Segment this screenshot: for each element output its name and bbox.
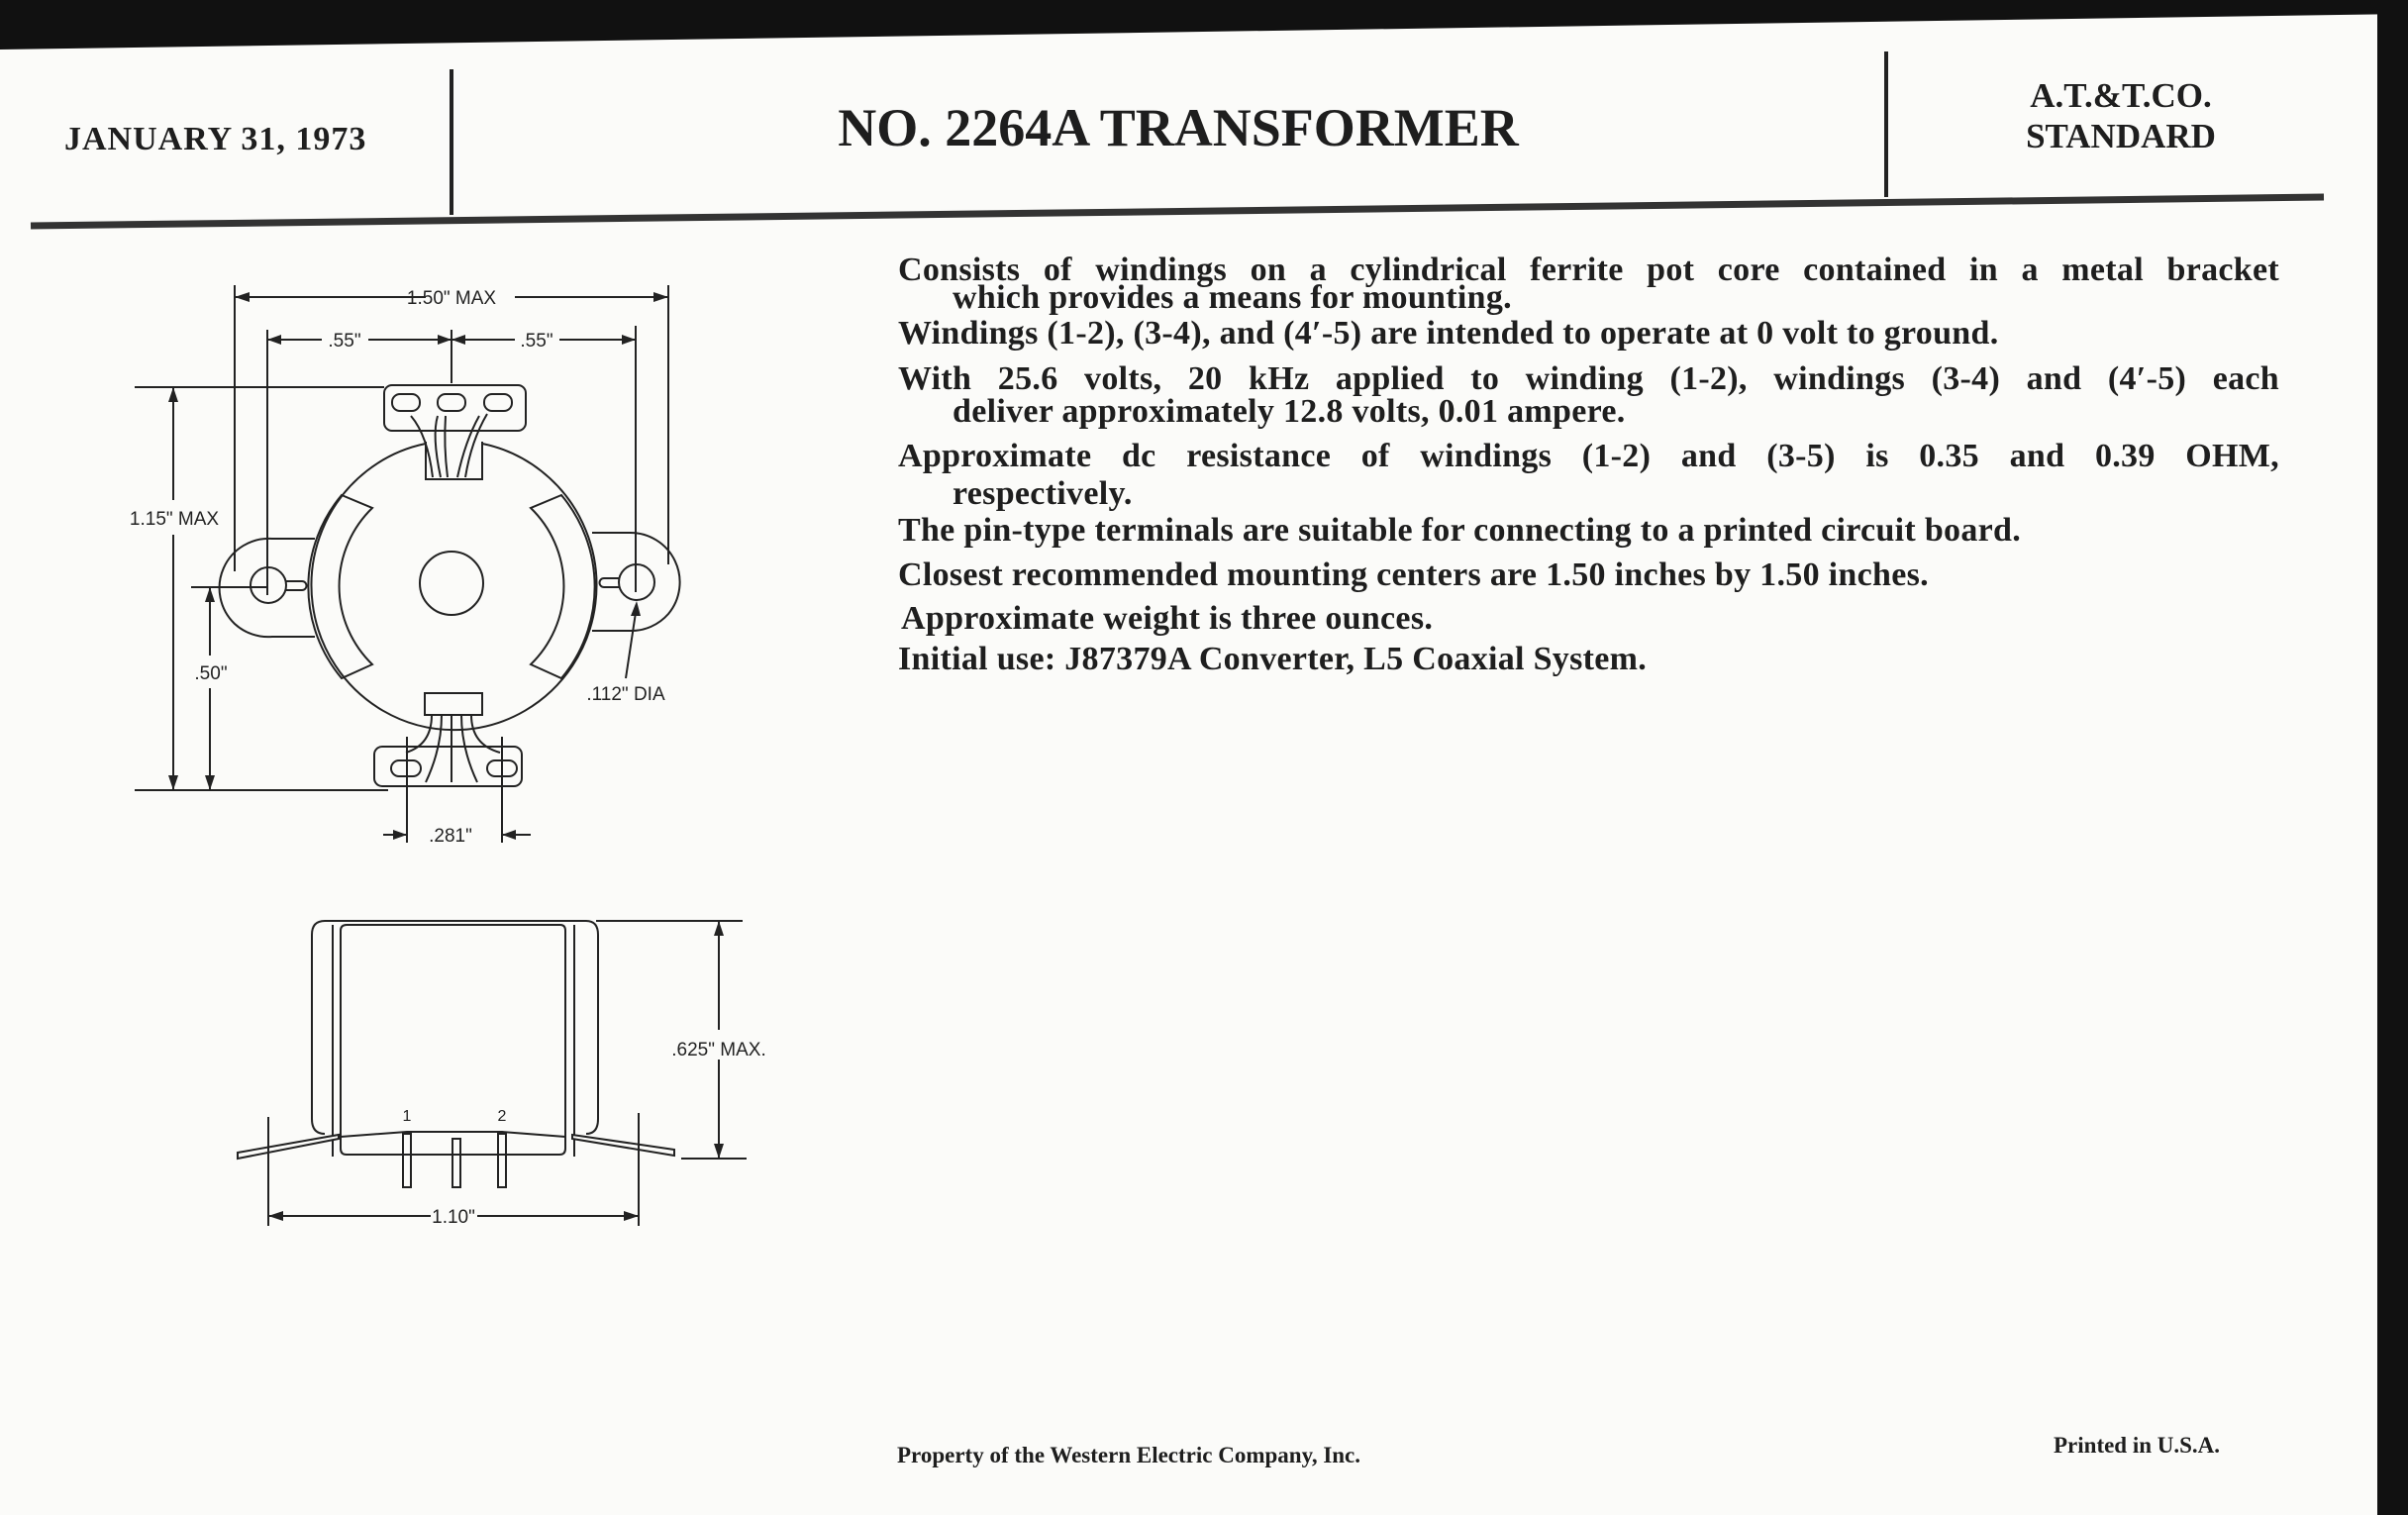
pin-2-label: 2 — [497, 1108, 507, 1125]
pin-1-label: 1 — [402, 1108, 412, 1125]
dim-pin-spacing: .281" — [429, 826, 472, 847]
scan-top-edge — [0, 0, 2408, 50]
dim-hole-height: .50" — [194, 663, 228, 684]
description-line: Approximate weight is three ounces. — [901, 600, 1434, 637]
scan-right-edge — [2377, 0, 2408, 1515]
footer-property: Property of the Western Electric Company, Inc. — [897, 1443, 1361, 1467]
description-line: Closest recommended mounting centers are 1.50 inches by 1.50 inches. — [898, 556, 1929, 593]
description-line: Approximate dc resistance of windings (1-2) and (3-5) is 0.35 and 0.39 OHM, — [898, 438, 2279, 474]
description-line: Initial use: J87379A Converter, L5 Coaxial System. — [898, 641, 1648, 677]
dim-overall-height: 1.15" MAX — [129, 509, 220, 530]
dim-side-width: 1.10" — [432, 1207, 475, 1228]
dim-side-height: .625" MAX. — [671, 1040, 766, 1060]
standard-label — [1990, 75, 2252, 156]
standard-label-line2: STANDARD — [2026, 117, 2216, 155]
footer-printed: Printed in U.S.A. — [2054, 1433, 2221, 1458]
description-line: which provides a means for mounting. — [953, 279, 1512, 316]
description-line: The pin-type terminals are suitable for connecting to a printed circuit board. — [898, 512, 2022, 549]
side-dimension-arrows — [268, 921, 724, 1221]
side-view — [238, 921, 747, 1226]
description-line: With 25.6 volts, 20 kHz applied to winding (1-2), windings (3-4) and (4′-5) each — [898, 360, 2279, 397]
description-line: Windings (1-2), (3-4), and (4′-5) are intended to operate at 0 volt to ground. — [898, 315, 1999, 352]
dim-right-spacing: .55" — [520, 331, 553, 352]
document-date: JANUARY 31, 1973 — [64, 121, 367, 157]
header-rule — [31, 197, 2324, 226]
dim-overall-width: 1.50" MAX — [406, 288, 497, 309]
description-line: Consists of windings on a cylindrical ferrite pot core contained in a metal bracket — [898, 252, 2279, 288]
page-title: NO. 2264A TRANSFORMER — [838, 98, 1519, 157]
description-line: respectively. — [953, 475, 1133, 512]
standard-label-line1: A.T.&T.CO. — [2030, 76, 2212, 115]
dim-left-spacing: .55" — [328, 331, 361, 352]
description-line: deliver approximately 12.8 volts, 0.01 ampere. — [953, 393, 1626, 430]
dim-hole-diameter: .112" DIA — [586, 684, 665, 705]
top-view — [135, 285, 680, 843]
